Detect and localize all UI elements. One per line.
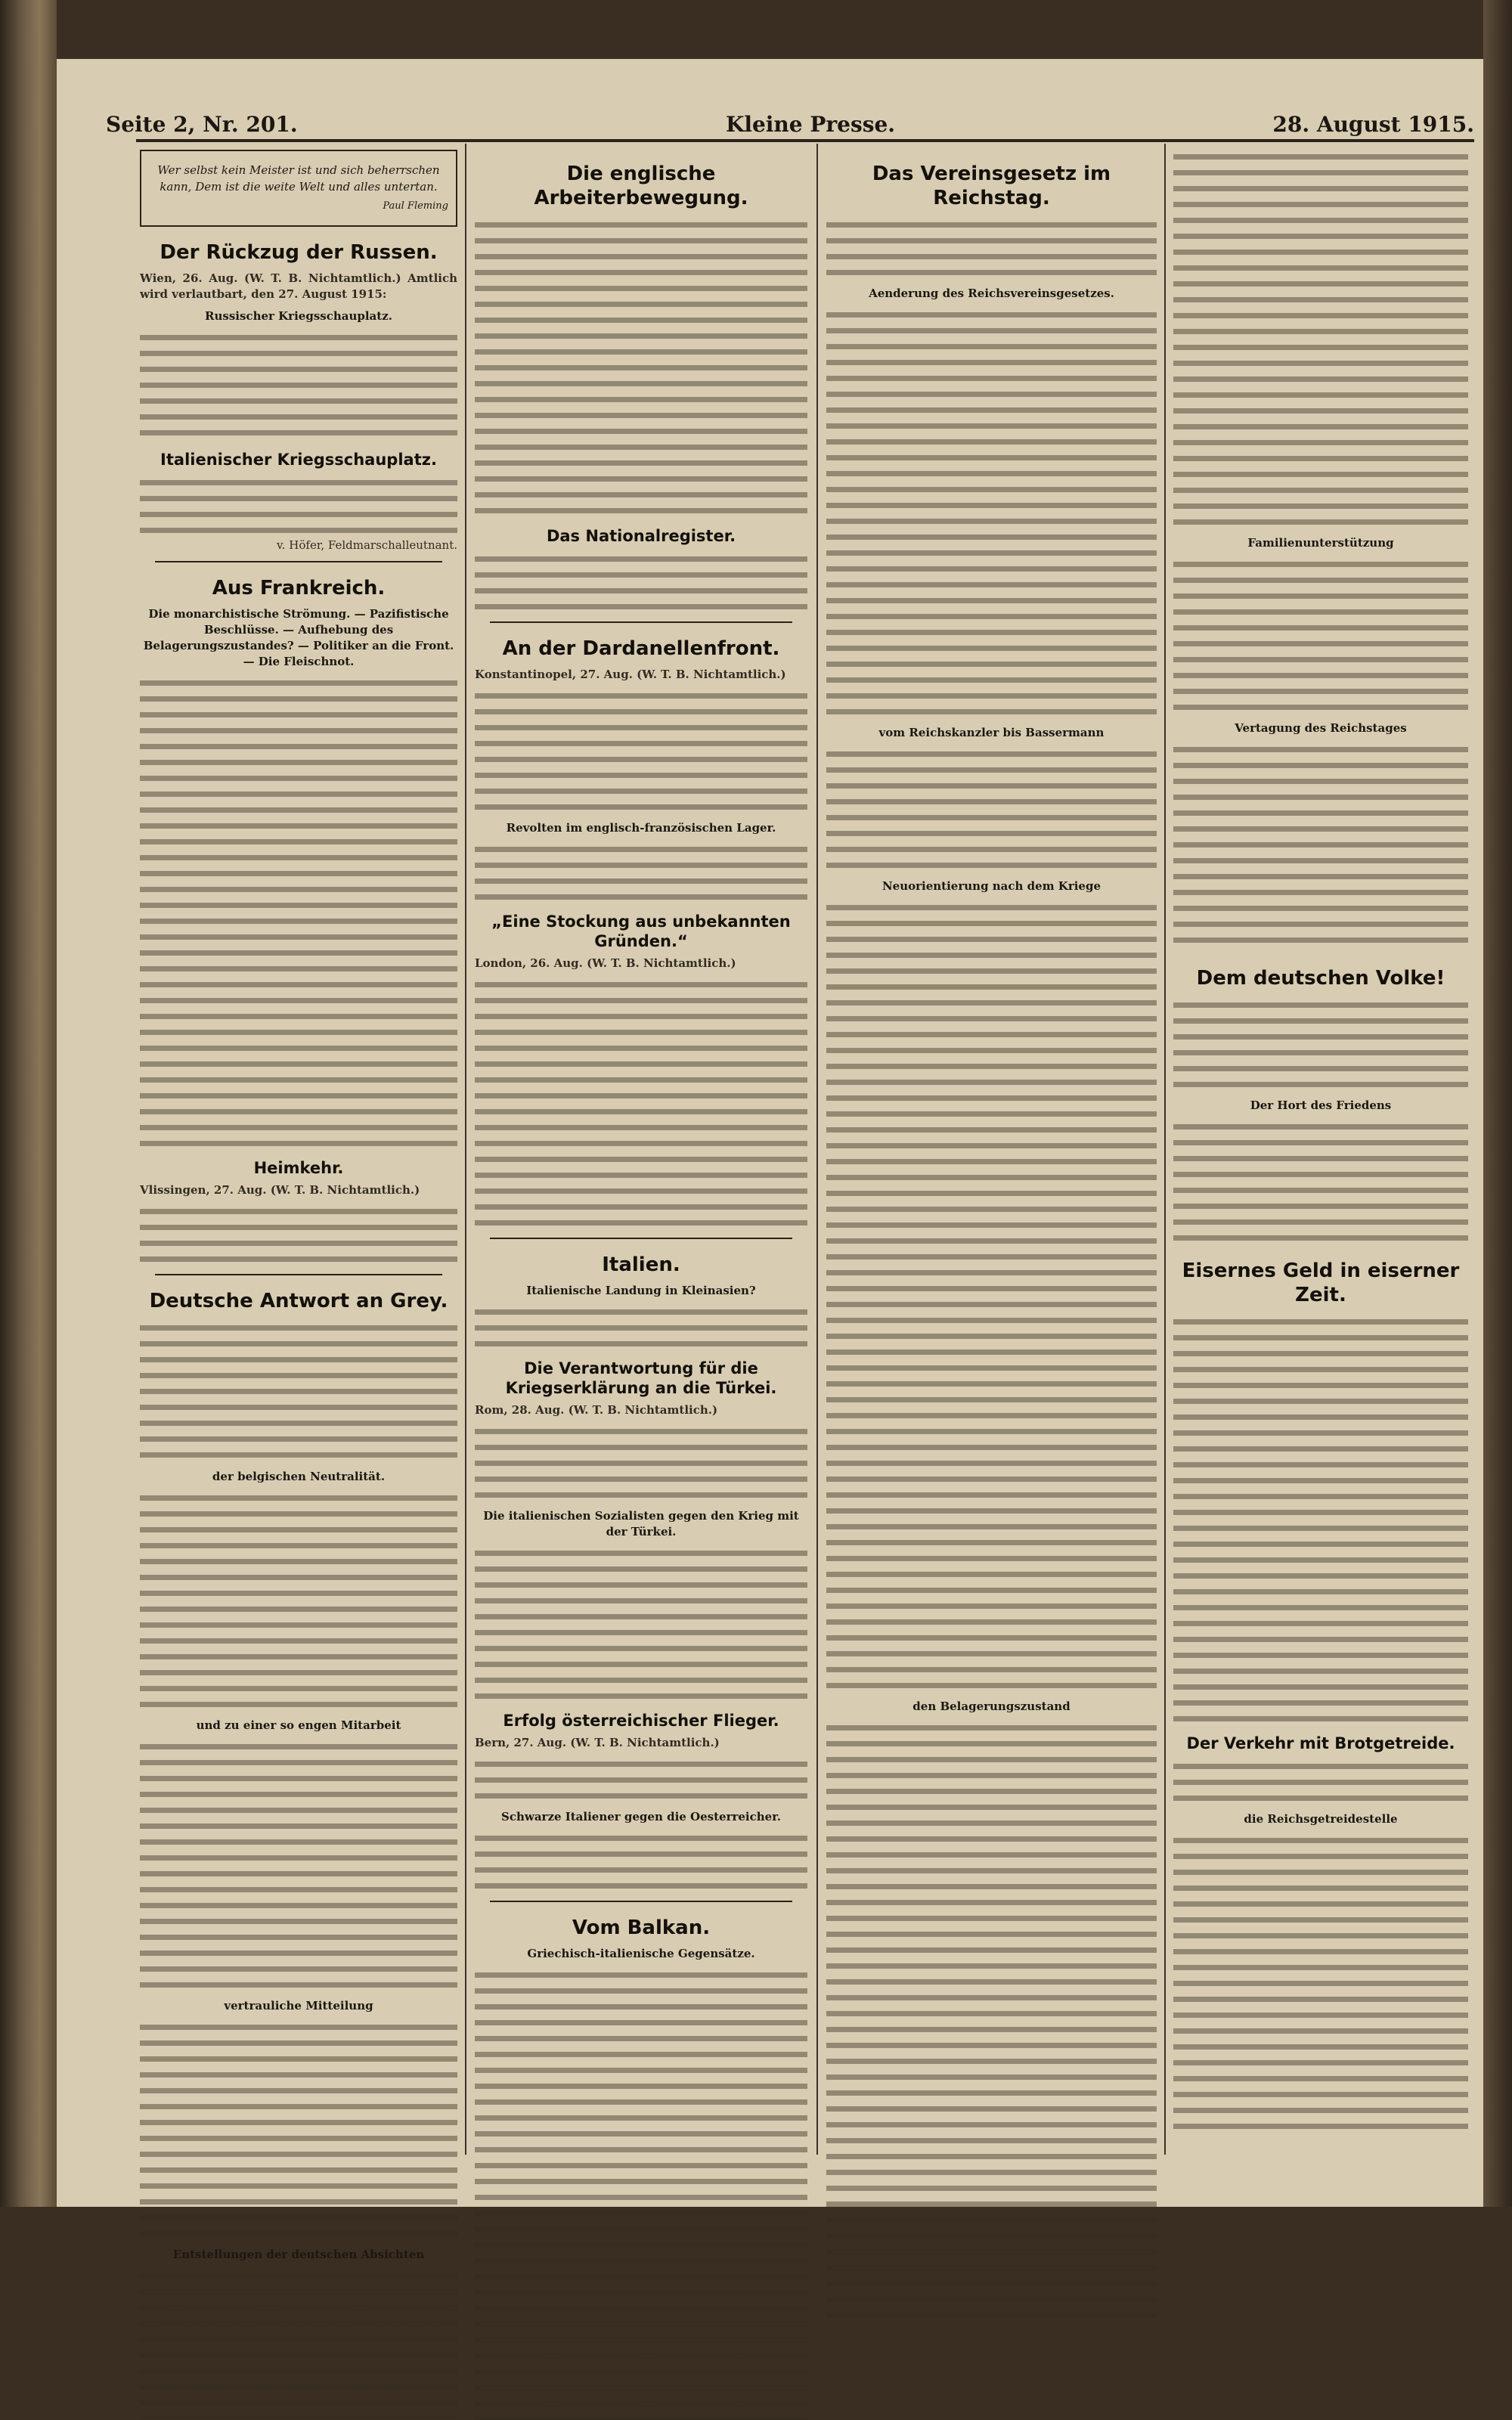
page-number: Seite 2, Nr. 201. <box>106 112 298 137</box>
text-body <box>140 674 457 1151</box>
subhead: Griechisch-italienische Gegensätze. <box>527 1947 755 1960</box>
text-body <box>140 1738 457 1992</box>
newspaper-title: Kleine Presse. <box>726 112 896 137</box>
subhead: Italienischer Kriegsschauplatz. <box>160 451 437 469</box>
book-binding <box>0 0 57 2207</box>
separator <box>155 561 442 562</box>
subhead: Schwarze Italiener gegen die Oesterreicher. <box>501 1810 781 1824</box>
subhead: Aenderung des Reichsvereinsgesetzes. <box>869 287 1114 300</box>
text-body <box>140 1489 457 1712</box>
text-body <box>140 2267 457 2418</box>
headline-italien: Italien. <box>602 1253 680 1276</box>
signature: v. Höfer, Feldmarschalleutnant. <box>277 538 457 552</box>
text-body <box>475 841 807 904</box>
issue-date: 28. August 1915. <box>1272 112 1474 137</box>
column-divider <box>1164 144 1166 2155</box>
subhead: vertrauliche Mitteilung <box>224 1999 373 2013</box>
column-2 <box>475 148 807 2159</box>
text-body <box>826 899 1157 1693</box>
headline-heimkehr: Heimkehr. <box>253 1159 344 1177</box>
text-body <box>1173 1758 1468 1805</box>
dateline: Wien, 26. Aug. (W. T. B. Nichtamtlich.) Amtlich wird verlautbart, den 27. August 1915: <box>140 271 457 301</box>
text-body <box>1173 1118 1468 1245</box>
dateline: Konstantinopel, 27. Aug. (W. T. B. Nichtamtlich.) <box>475 668 786 681</box>
headline-volk: Dem deutschen Volke! <box>1196 967 1445 990</box>
text-body <box>140 474 457 538</box>
headline-nationalregister: Das Nationalregister. <box>546 527 736 545</box>
subhead: Der Hort des Friedens <box>1250 1098 1392 1112</box>
dateline: Bern, 27. Aug. (W. T. B. Nichtamtlich.) <box>475 1736 720 1749</box>
subhead: die Reichsgetreidestelle <box>1244 1812 1398 1826</box>
column-1 <box>140 148 457 2261</box>
column-3 <box>826 148 1157 2159</box>
text-body <box>475 1423 807 1502</box>
text-body <box>475 550 807 614</box>
text-body <box>1173 1832 1468 2134</box>
subhead: der belgischen Neutralität. <box>212 1470 386 1483</box>
text-body <box>475 1755 807 1803</box>
headline-russen: Der Rückzug der Russen. <box>160 241 438 264</box>
text-body <box>475 976 807 1230</box>
motto-text: Wer selbst kein Meister ist und sich beherrschen kann, Dem ist die weite Welt und alles untertan. <box>157 163 440 194</box>
text-body <box>475 1966 807 2420</box>
text-body <box>475 1545 807 1703</box>
headline-eisen: Eisernes Geld in eiserner Zeit. <box>1182 1260 1460 1306</box>
text-body <box>826 1719 1157 2324</box>
subhead: und zu einer so engen Mitarbeit <box>196 1718 401 1732</box>
headline-balkan: Vom Balkan. <box>572 1916 711 1939</box>
dateline: London, 26. Aug. (W. T. B. Nichtamtlich.) <box>475 956 736 970</box>
dateline: Rom, 28. Aug. (W. T. B. Nichtamtlich.) <box>475 1403 718 1417</box>
header-rule <box>136 139 1474 142</box>
text-body <box>1173 1313 1468 1726</box>
text-body <box>140 1319 457 1463</box>
text-body <box>475 216 807 519</box>
text-body <box>826 216 1157 280</box>
subhead: Italienische Landung in Kleinasien? <box>526 1284 756 1297</box>
text-body <box>826 745 1157 872</box>
column-divider <box>816 144 818 2155</box>
headline-flieger: Erfolg österreichischer Flieger. <box>503 1712 779 1730</box>
page-header <box>106 112 1474 142</box>
text-body <box>1173 996 1468 1092</box>
motto-box <box>140 150 457 227</box>
column-divider <box>465 144 466 2155</box>
headline-dardanellen: An der Dardanellenfront. <box>502 637 780 660</box>
next-page-edge <box>1483 0 1512 2207</box>
separator <box>490 1901 792 1902</box>
text-body <box>140 329 457 442</box>
text-body <box>1173 148 1468 529</box>
headline-grey: Deutsche Antwort an Grey. <box>149 1290 448 1312</box>
text-body <box>1173 556 1468 714</box>
subhead: Familienunterstützung <box>1247 536 1394 550</box>
headline-brotgetreide: Der Verkehr mit Brotgetreide. <box>1186 1734 1455 1752</box>
headline-verantwortung: Die Verantwortung für die Kriegserklärung an die Türkei. <box>505 1359 777 1397</box>
separator <box>490 621 792 623</box>
subhead: Revolten im englisch-französischen Lager. <box>506 821 776 835</box>
text-body <box>1173 741 1468 953</box>
subhead: Russischer Kriegsschauplatz. <box>205 309 392 323</box>
subhead: Vertagung des Reichstages <box>1235 721 1407 735</box>
text-body <box>475 1303 807 1351</box>
subhead: Entstellungen der deutschen Absichten <box>172 2248 425 2261</box>
subhead: Neuorientierung nach dem Kriege <box>881 879 1101 893</box>
column-4 <box>1173 148 1468 2159</box>
text-body <box>140 2019 457 2241</box>
subhead: vom Reichskanzler bis Bassermann <box>878 726 1105 739</box>
subhead: Die italienischen Sozialisten gegen den Krieg mit der Türkei. <box>483 1509 799 1538</box>
separator <box>155 1274 442 1275</box>
text-body <box>826 306 1157 719</box>
headline-stockung: „Eine Stockung aus unbekannten Gründen.“ <box>491 913 791 950</box>
headline-vereinsgesetz: Das Vereinsgesetz im Reichstag. <box>872 163 1111 209</box>
subhead: Die monarchistische Strömung. — Pazifistische Beschlüsse. — Aufhebung des Belagerungszustandes? — Politiker an die Front. — Die Fleischnot. <box>143 607 454 668</box>
motto-author: Paul Fleming <box>383 200 448 212</box>
dateline: Vlissingen, 27. Aug. (W. T. B. Nichtamtlich.) <box>140 1183 420 1197</box>
headline-arbeiter: Die englische Arbeiterbewegung. <box>534 163 748 209</box>
text-body <box>475 1830 807 1893</box>
headline-frankreich: Aus Frankreich. <box>212 577 386 600</box>
subhead: den Belagerungszustand <box>912 1700 1070 1713</box>
text-body <box>140 1203 457 1266</box>
separator <box>490 1238 792 1239</box>
text-body <box>475 687 807 814</box>
